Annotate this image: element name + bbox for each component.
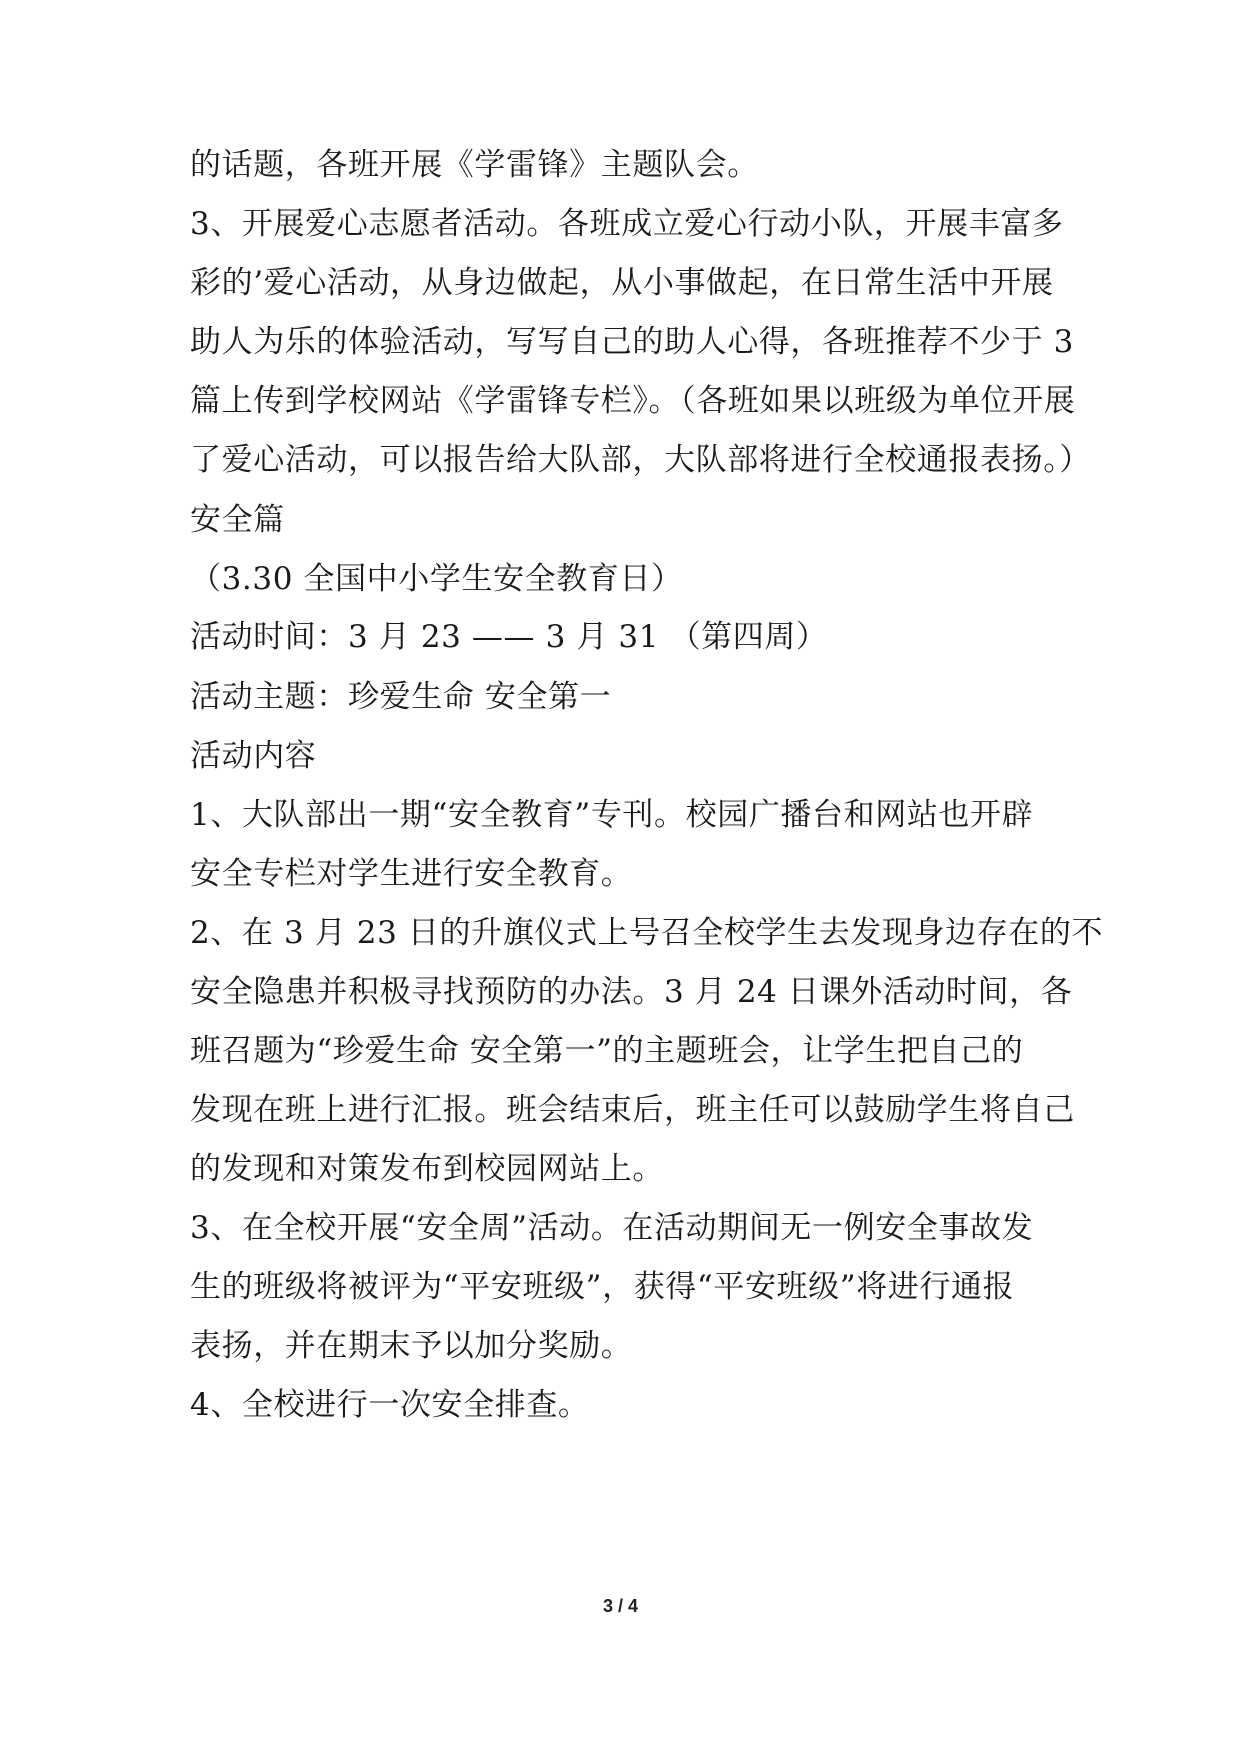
section-heading: 安全篇 bbox=[190, 502, 285, 538]
activity-time: 活动时间：3 月 23 —— 3 月 31 （第四周） bbox=[190, 619, 828, 655]
text-line: （3.30 全国中小学生安全教育日） bbox=[190, 561, 683, 597]
text-line: 篇上传到学校网站《学雷锋专栏》。（各班如果以班级为单位开展 bbox=[190, 383, 1076, 419]
text-line: 的发现和对策发布到校园网站上。 bbox=[190, 1151, 664, 1187]
text-line: 班召题为“珍爱生命 安全第一”的主题班会，让学生把自己的 bbox=[190, 1033, 1024, 1069]
text-line: 表扬，并在期末予以加分奖励。 bbox=[190, 1328, 633, 1364]
text-line: 了爱心活动，可以报告给大队部，大队部将进行全校通报表扬。） bbox=[190, 442, 1091, 478]
text-line: 3、在全校开展“安全周”活动。在活动期间无一例安全事故发 bbox=[190, 1210, 1034, 1246]
text-line: 生的班级将被评为“平安班级”，获得“平安班级”将进行通报 bbox=[190, 1269, 1015, 1305]
text-line: 安全隐患并积极寻找预防的办法。3 月 24 日课外活动时间，各 bbox=[190, 974, 1073, 1010]
text-line: 4、全校进行一次安全排查。 bbox=[190, 1387, 590, 1423]
text-line: 安全专栏对学生进行安全教育。 bbox=[190, 856, 633, 892]
activity-theme: 活动主题：珍爱生命 安全第一 bbox=[190, 679, 612, 715]
text-line: 彩的’爱心活动，从身边做起，从小事做起，在日常生活中开展 bbox=[190, 265, 1054, 301]
page-number: 3 / 4 bbox=[602, 1596, 639, 1616]
text-line: 1、大队部出一期“安全教育”专刊。校园广播台和网站也开辟 bbox=[190, 797, 1034, 833]
text-line: 的话题，各班开展《学雷锋》主题队会。 bbox=[190, 147, 759, 183]
text-line: 3、开展爱心志愿者活动。各班成立爱心行动小队，开展丰富多 bbox=[190, 206, 1064, 242]
text-line: 2、在 3 月 23 日的升旗仪式上号召全校学生去发现身边存在的不 bbox=[190, 915, 1104, 951]
text-line: 助人为乐的体验活动，写写自己的助人心得，各班推荐不少于 3 bbox=[190, 324, 1074, 360]
activity-content-heading: 活动内容 bbox=[190, 738, 317, 774]
text-line: 发现在班上进行汇报。班会结束后，班主任可以鼓励学生将自己 bbox=[190, 1092, 1075, 1128]
